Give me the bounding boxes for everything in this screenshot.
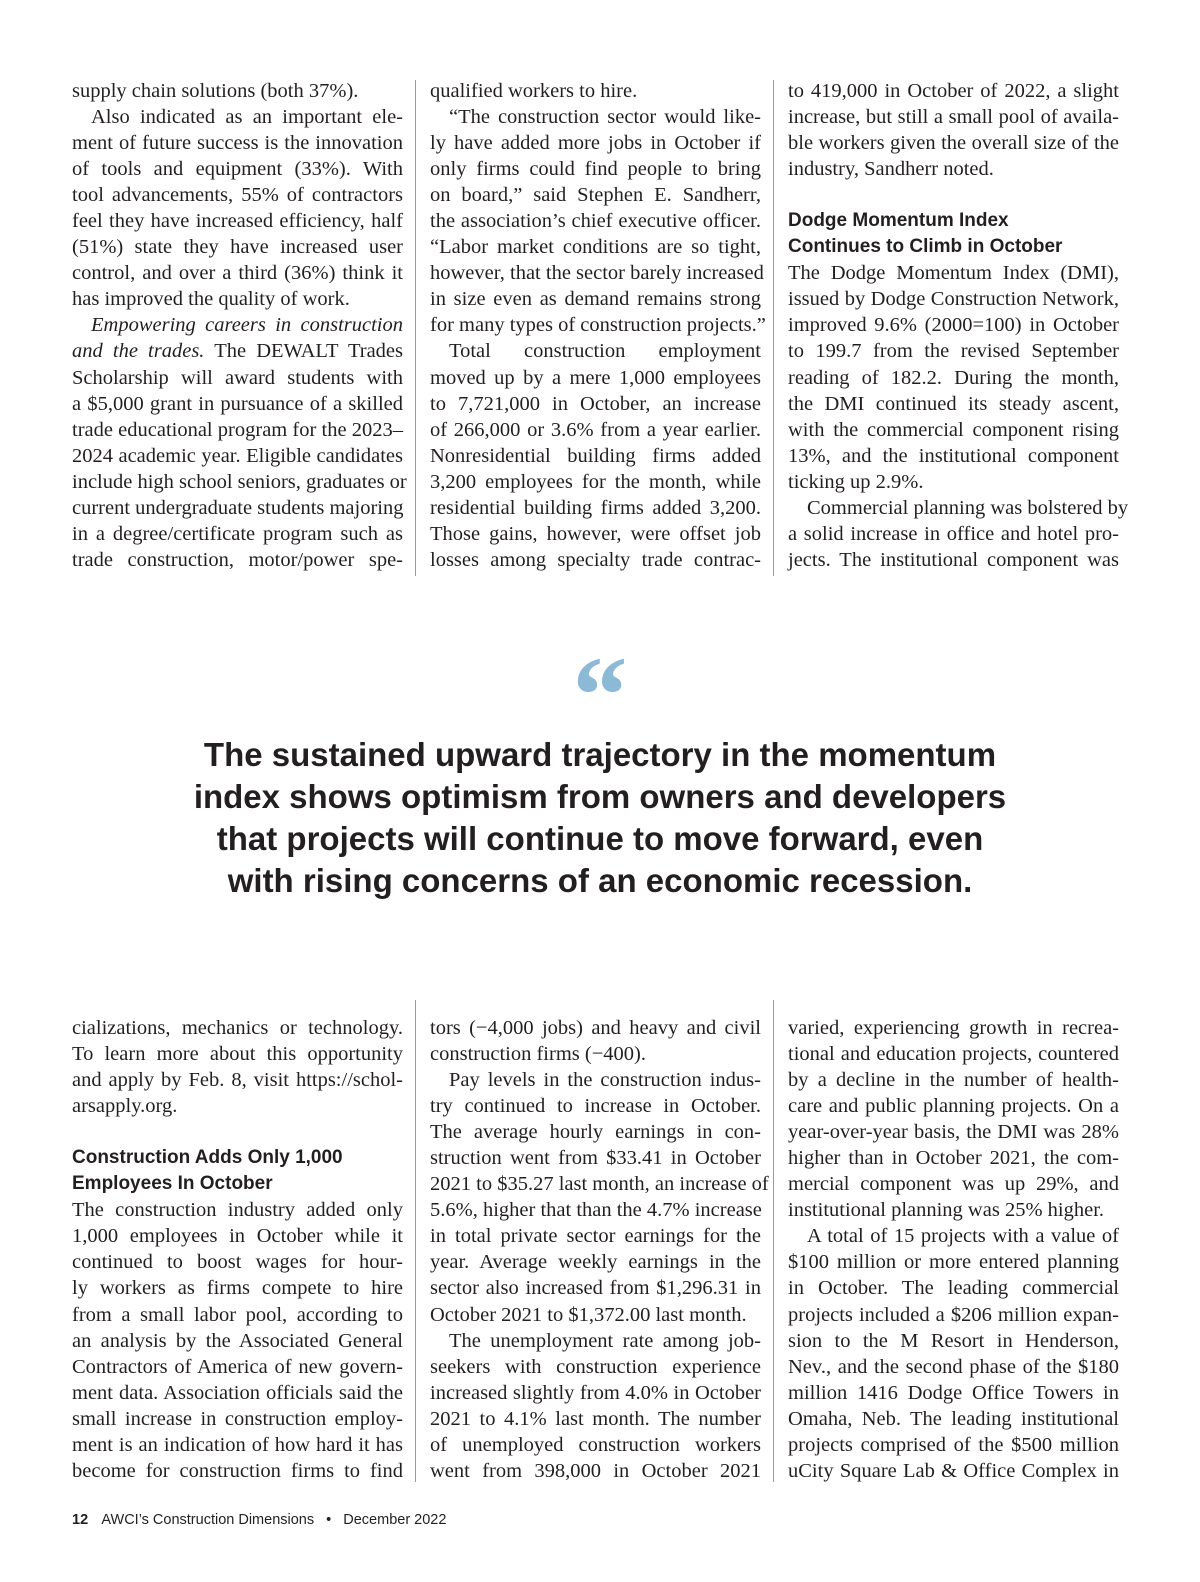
pull-quote	[0, 734, 1200, 902]
text-line: October 2021 to $1,372.00 last month.	[430, 1303, 747, 1326]
text-line: however, that the sector barely increased	[430, 262, 764, 285]
text-line: The construction industry added only	[72, 1199, 403, 1222]
text-line: ment is an indication of how hard it has	[72, 1433, 403, 1456]
text-line: losses among specialty trade contrac-	[430, 548, 761, 571]
text-line: ment of future success is the innovation	[72, 132, 403, 155]
pull-quote-line: index shows optimism from owners and developers	[193, 778, 1007, 815]
text-line: ment data. Association officials said the	[72, 1381, 403, 1404]
text-line: in October. The leading commercial	[788, 1277, 1119, 1300]
text-line: include high school seniors, graduates or	[72, 470, 407, 493]
text-line: improved 9.6% (2000=100) in October	[788, 314, 1119, 337]
text-line: Those gains, however, were offset job	[430, 522, 761, 545]
text-line: Commercial planning was bolstered by	[807, 496, 1129, 519]
text-line: sion to the M Resort in Henderson,	[788, 1329, 1119, 1352]
text-line: to 199.7 from the revised September	[788, 340, 1119, 363]
text-line: institutional planning was 25% higher.	[788, 1199, 1105, 1222]
text-line: control, and over a third (36%) think it	[72, 262, 403, 285]
text-line: Total construction employment	[449, 340, 761, 363]
top-column-3	[788, 78, 1129, 573]
text-line: mercial component was up 29%, and	[788, 1173, 1119, 1196]
text-line: Scholarship will award students with	[72, 366, 403, 389]
text-line	[72, 338, 403, 364]
text-line	[72, 312, 403, 338]
text-line: of tools and equipment (33%). With	[72, 158, 403, 181]
top-column-1	[72, 78, 407, 573]
text-line: ly have added more jobs in October if	[430, 132, 761, 155]
blank-line	[72, 1119, 403, 1145]
text-line: varied, experiencing growth in recrea-	[788, 1017, 1119, 1039]
text-line: try continued to increase in October.	[430, 1095, 761, 1118]
text-line: Contractors of America of new govern-	[72, 1355, 403, 1378]
pull-quote-line: that projects will continue to move forward, even	[216, 820, 984, 857]
text-line: seekers with construction experience	[430, 1355, 761, 1378]
text-line: “Labor market conditions are so tight,	[430, 236, 761, 259]
italic-lead: and the trades.	[72, 340, 205, 363]
text-line: residential building firms added 3,200.	[430, 496, 761, 519]
text-line: in size even as demand remains strong	[430, 288, 761, 311]
text-line: tional and education projects, countered	[788, 1043, 1119, 1066]
text-line: for many types of construction projects.”	[430, 314, 766, 337]
text-line: supply chain solutions (both 37%).	[72, 80, 359, 102]
page-footer	[72, 1512, 446, 1528]
text-line: of 266,000 or 3.6% from a year earlier.	[430, 418, 761, 441]
text-line: an analysis by the Associated General	[72, 1329, 403, 1352]
text-line: jects. The institutional component was	[788, 548, 1119, 571]
text-line: A total of 15 projects with a value of	[807, 1225, 1119, 1248]
text-line: 2021 to 4.1% last month. The number	[430, 1407, 761, 1430]
text-line: feel they have increased efficiency, half	[72, 210, 403, 233]
bottom-column-1	[72, 1015, 403, 1484]
text-line: on board,” said Stephen E. Sandherr,	[430, 184, 761, 207]
text-line: tool advancements, 55% of contractors	[72, 184, 403, 207]
text-line: a solid increase in office and hotel pro-	[788, 522, 1119, 545]
pull-quote-line: The sustained upward trajectory in the momentum	[203, 736, 997, 773]
issue-date: December 2022	[343, 1512, 447, 1528]
text-line: qualified workers to hire.	[430, 80, 638, 102]
text-line: Nonresidential building firms added	[430, 444, 761, 467]
text-line: (51%) state they have increased user	[72, 236, 403, 259]
text-line: uCity Square Lab & Office Complex in	[788, 1459, 1119, 1482]
text-line: Nev., and the second phase of the $180	[788, 1355, 1119, 1378]
bottom-column-2	[430, 1015, 769, 1484]
text-line: in total private sector earnings for the	[430, 1225, 761, 1248]
text-line: “The construction sector would like-	[449, 106, 761, 129]
text-line: trade construction, motor/power spe-	[72, 548, 403, 571]
text-line: The average hourly earnings in con-	[430, 1121, 761, 1144]
text-line: The unemployment rate among job-	[449, 1329, 761, 1352]
top-column-2	[430, 78, 766, 573]
italic-lead: Empowering careers in construction	[91, 314, 403, 337]
text-line: To learn more about this opportunity	[72, 1043, 403, 1066]
text-line: small increase in construction employ-	[72, 1407, 403, 1430]
bottom-column-3	[788, 1015, 1119, 1484]
column-divider	[773, 80, 774, 576]
column-divider	[773, 1000, 774, 1482]
separator: •	[326, 1512, 332, 1528]
text-line: Also indicated as an important ele-	[91, 106, 403, 129]
text-line: projects comprised of the $500 million	[788, 1433, 1119, 1456]
pull-quote-line: with rising concerns of an economic recession.	[227, 862, 973, 899]
text-line: ly workers as firms compete to hire	[72, 1277, 403, 1300]
text-line: to 419,000 in October of 2022, a slight	[788, 80, 1119, 102]
text-line: trade educational program for the 2023–	[72, 418, 403, 441]
text-line: 3,200 employees for the month, while	[430, 470, 761, 493]
text-line: struction went from $33.41 in October	[430, 1147, 761, 1170]
text-line: ble workers given the overall size of the	[788, 132, 1119, 155]
text-line: $100 million or more entered planning	[788, 1251, 1119, 1274]
text-line: year-over-year basis, the DMI was 28%	[788, 1121, 1119, 1144]
text-line: cializations, mechanics or technology.	[72, 1017, 403, 1039]
text-line: increased slightly from 4.0% in October	[430, 1381, 761, 1404]
text-line: current undergraduate students majoring	[72, 496, 404, 519]
text-run: The DEWALT Trades	[204, 340, 404, 363]
text-line: sector also increased from $1,296.31 in	[430, 1277, 761, 1300]
text-line: 2021 to $35.27 last month, an increase of	[430, 1173, 769, 1196]
text-line: reading of 182.2. During the month,	[788, 366, 1119, 389]
text-line: by a decline in the number of health-	[788, 1069, 1119, 1092]
section-heading-line: Continues to Climb in October	[788, 236, 1063, 258]
text-line: with the commercial component rising	[788, 418, 1119, 441]
text-line: only firms could find people to bring	[430, 158, 761, 181]
text-line: from a small labor pool, according to	[72, 1303, 403, 1326]
publication-name: AWCI’s Construction Dimensions	[101, 1512, 315, 1528]
text-line: increase, but still a small pool of availa-	[788, 106, 1119, 129]
blank-line	[788, 182, 1119, 208]
text-line: become for construction firms to find	[72, 1459, 403, 1482]
text-line: a $5,000 grant in pursuance of a skilled	[72, 392, 403, 415]
text-line: Pay levels in the construction indus-	[449, 1069, 761, 1092]
text-line: moved up by a mere 1,000 employees	[430, 366, 761, 389]
text-line: continued to boost wages for hour-	[72, 1251, 403, 1274]
text-line: The Dodge Momentum Index (DMI),	[788, 262, 1119, 285]
quote-mark-icon: “	[572, 634, 628, 756]
column-divider	[415, 80, 416, 576]
page-number: 12	[72, 1512, 89, 1528]
column-divider	[415, 1000, 416, 1482]
text-line: projects included a $206 million expan-	[788, 1303, 1119, 1326]
section-heading-line: Construction Adds Only 1,000	[72, 1147, 343, 1169]
text-line: higher than in October 2021, the com-	[788, 1147, 1119, 1170]
text-line: arsapply.org.	[72, 1095, 178, 1118]
text-line: to 7,721,000 in October, an increase	[430, 392, 761, 415]
text-line: care and public planning projects. On a	[788, 1095, 1119, 1118]
text-line: went from 398,000 in October 2021	[430, 1459, 761, 1482]
text-line: 5.6%, higher that than the 4.7% increase	[430, 1199, 762, 1222]
text-line: has improved the quality of work.	[72, 288, 350, 311]
section-heading-line: Employees In October	[72, 1173, 273, 1195]
text-line: 2024 academic year. Eligible candidates	[72, 444, 403, 467]
text-line: million 1416 Dodge Office Towers in	[788, 1381, 1119, 1404]
section-heading-line: Dodge Momentum Index	[788, 210, 1009, 232]
text-line: of unemployed construction workers	[430, 1433, 761, 1456]
text-line: 13%, and the institutional component	[788, 444, 1119, 467]
text-line: tors (−4,000 jobs) and heavy and civil	[430, 1017, 761, 1039]
text-line: year. Average weekly earnings in the	[430, 1251, 761, 1274]
text-line: and apply by Feb. 8, visit https://schol-	[72, 1069, 403, 1092]
text-line: construction firms (−400).	[430, 1043, 646, 1066]
text-line: ticking up 2.9%.	[788, 470, 924, 493]
text-line: industry, Sandherr noted.	[788, 158, 994, 181]
text-line: the DMI continued its steady ascent,	[788, 392, 1119, 415]
text-line: 1,000 employees in October while it	[72, 1225, 403, 1248]
text-line: the association’s chief executive officer.	[430, 210, 761, 233]
text-line: in a degree/certificate program such as	[72, 522, 403, 545]
text-line: issued by Dodge Construction Network,	[788, 288, 1119, 311]
text-line: Omaha, Neb. The leading institutional	[788, 1407, 1119, 1430]
